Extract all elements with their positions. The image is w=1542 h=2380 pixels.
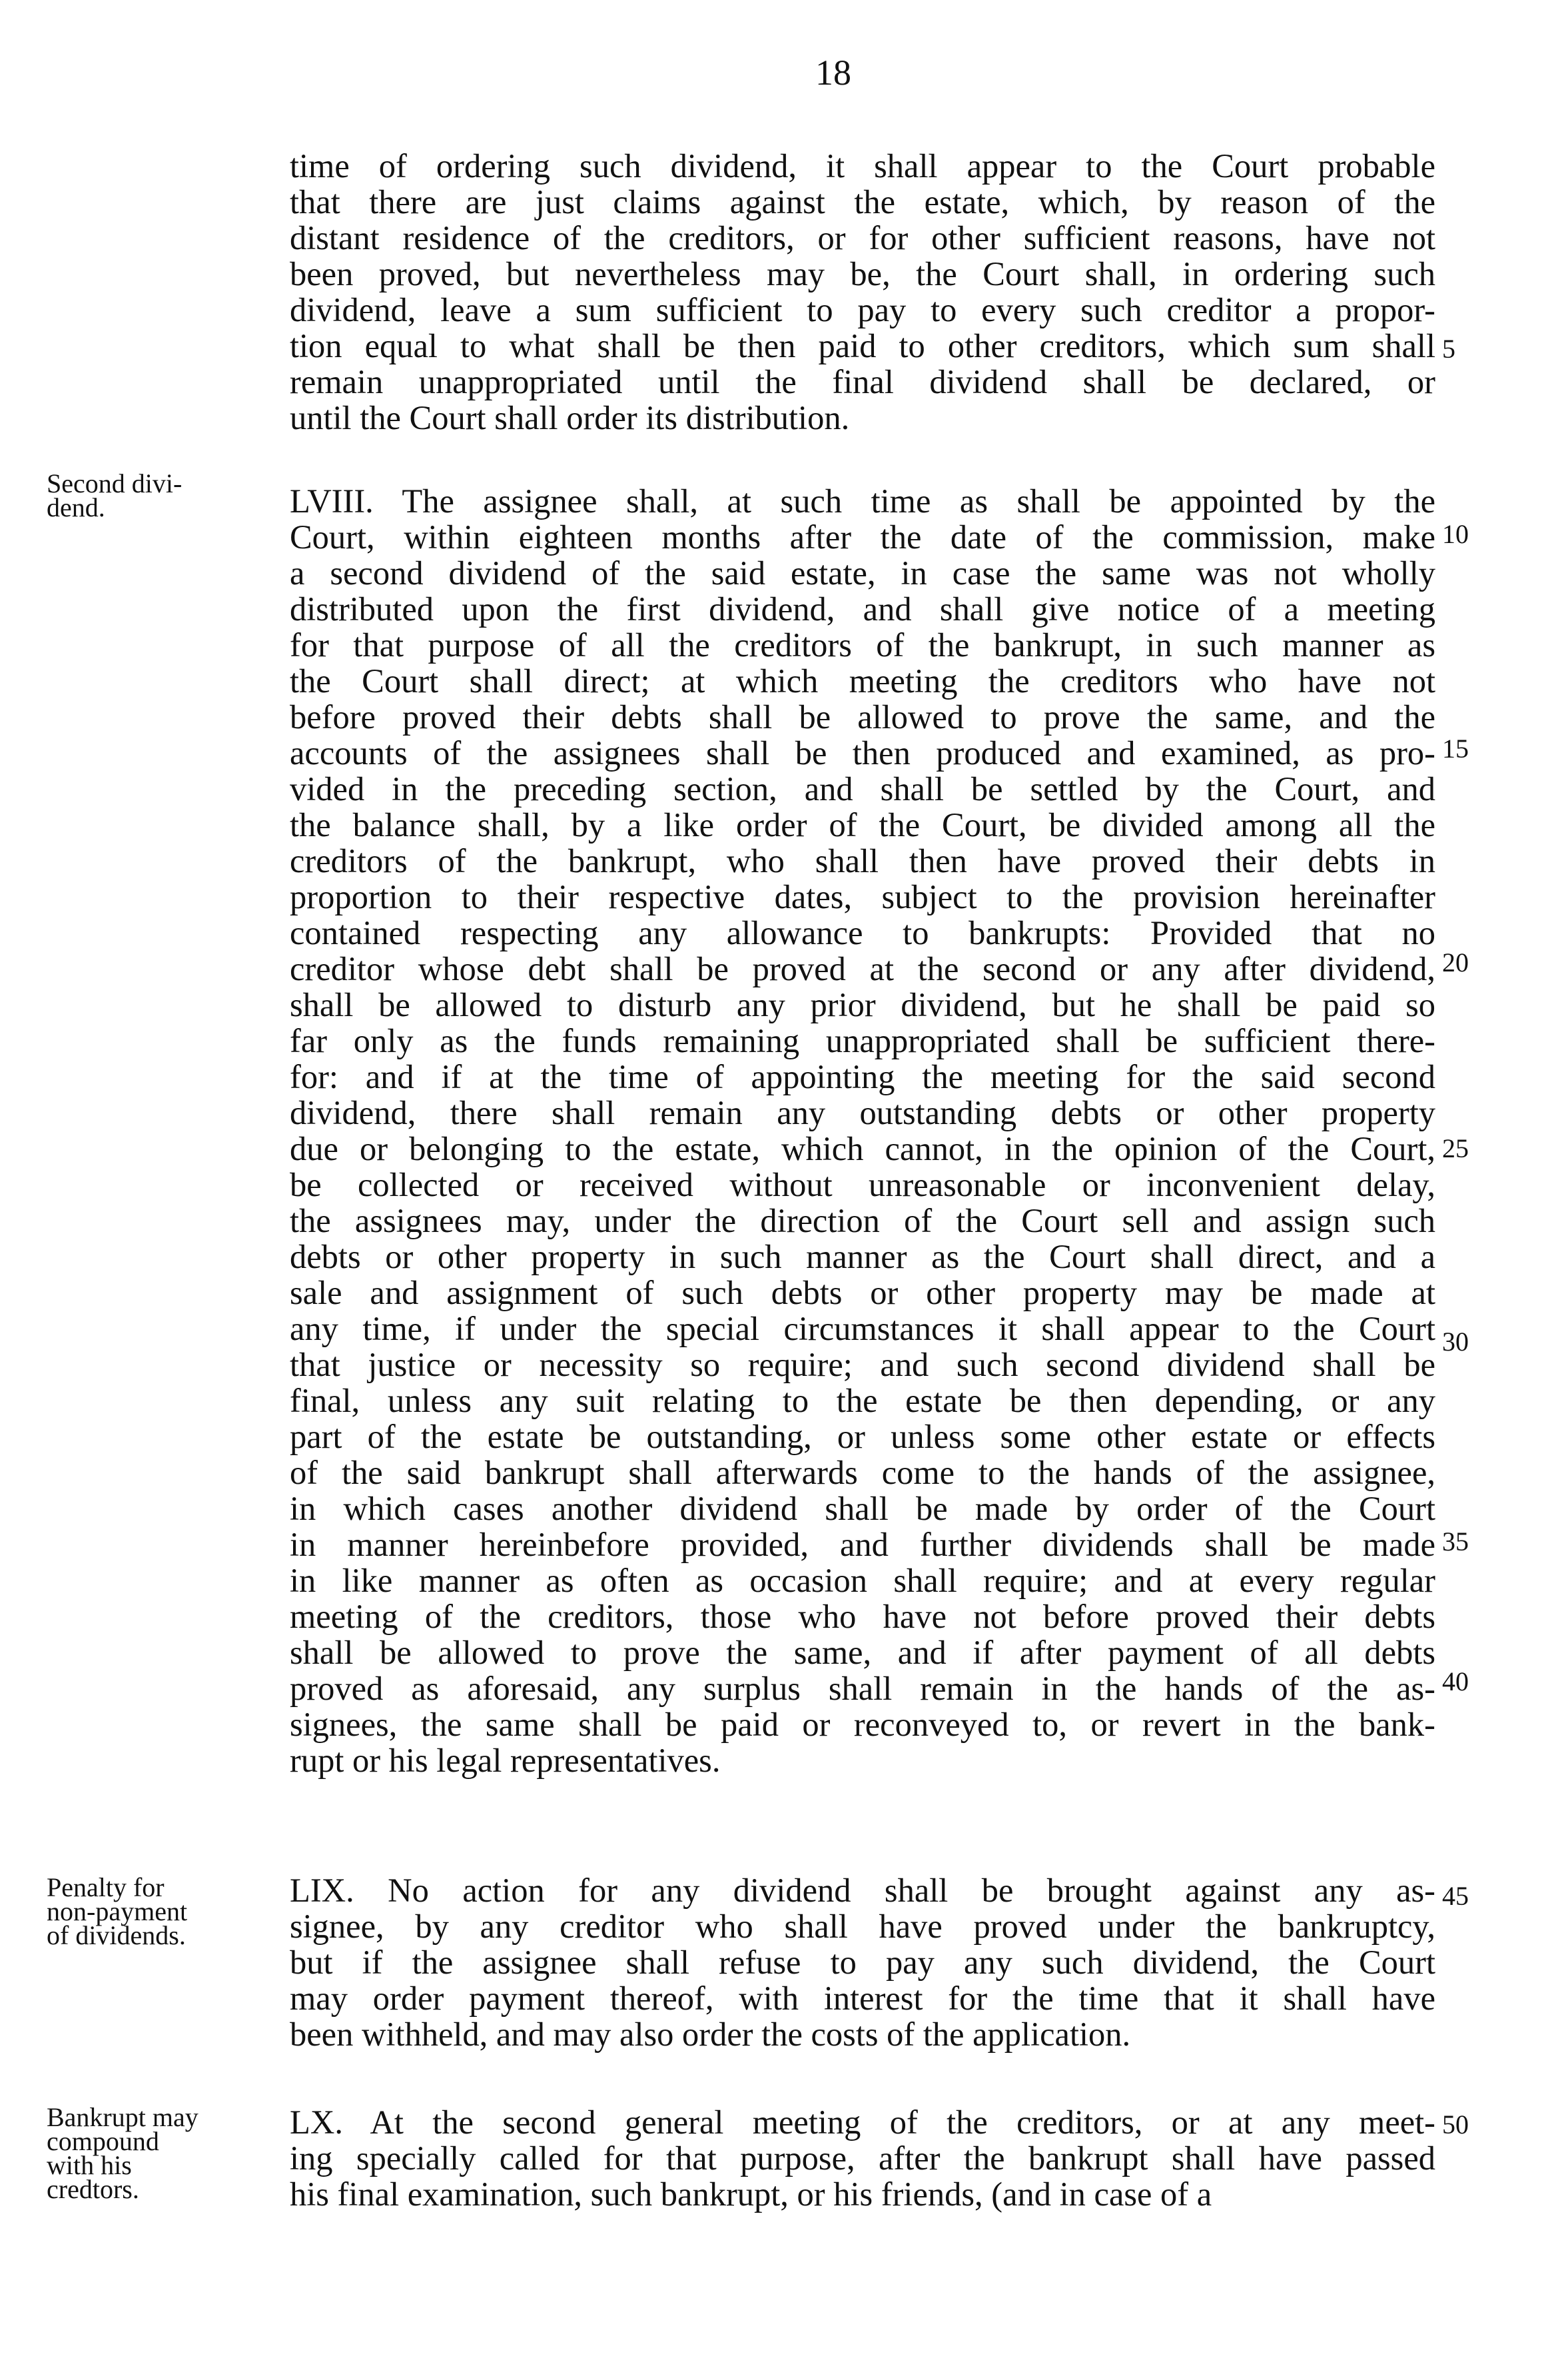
text-line: LVIII. The assignee shall, at such time as shall be appointed by the: [290, 482, 1435, 520]
text-line: been withheld, and may also order the costs of the application.: [290, 2016, 1131, 2053]
paragraph-continuation: [290, 148, 1435, 436]
margin-note-penalty: [47, 1872, 286, 1950]
text-line: but if the assignee shall refuse to pay any such dividend, the Court: [290, 1944, 1435, 1981]
text-line: any time, if under the special circumstances it shall appear to the Court: [290, 1310, 1435, 1347]
text-line: accounts of the assignees shall be then produced and examined, as pro-: [290, 734, 1435, 772]
text-line: signee, by any creditor who shall have proved under the bankruptcy,: [290, 1908, 1435, 1945]
text-line: for that purpose of all the creditors of the bankrupt, in such manner as: [290, 626, 1435, 664]
text-line: distributed upon the first dividend, and shall give notice of a meeting: [290, 590, 1435, 628]
margin-note-bankrupt-compound: [47, 2102, 286, 2204]
text-line: ing specially called for that purpose, after the bankrupt shall have passed: [290, 2139, 1435, 2177]
text-line: final, unless any suit relating to the estate be then depending, or any: [290, 1382, 1435, 1419]
text-line: meeting of the creditors, those who have not before proved their debts: [290, 1598, 1435, 1635]
margin-note-line: Penalty for: [47, 1872, 165, 1902]
text-line: that justice or necessity so require; and such second dividend shall be: [290, 1346, 1435, 1383]
text-line: in manner hereinbefore provided, and further dividends shall be made: [290, 1526, 1435, 1563]
line-number-35: 35: [1442, 1526, 1469, 1556]
margin-note-line: credtors.: [47, 2174, 139, 2204]
section-lviii: [290, 483, 1435, 1778]
text-line: proved as aforesaid, any surplus shall remain in the hands of the as-: [290, 1670, 1435, 1707]
text-line: dividend, there shall remain any outstanding debts or other property: [290, 1094, 1435, 1131]
margin-note-line: with his: [47, 2150, 132, 2180]
text-line: debts or other property in such manner as the Court shall direct, and a: [290, 1238, 1435, 1275]
text-line: due or belonging to the estate, which cannot, in the opinion of the Court,: [290, 1130, 1435, 1167]
text-line: shall be allowed to disturb any prior dividend, but he shall be paid so: [290, 986, 1435, 1023]
text-line: time of ordering such dividend, it shall appear to the Court probable: [290, 147, 1435, 185]
text-line: Court, within eighteen months after the date of the commission, make: [290, 518, 1435, 556]
margin-note-line: Bankrupt may: [47, 2102, 198, 2132]
line-number-30: 30: [1442, 1327, 1469, 1357]
section-lix: [290, 1872, 1435, 2052]
text-line: a second dividend of the said estate, in case the same was not wholly: [290, 554, 1435, 592]
text-line: that there are just claims against the estate, which, by reason of the: [290, 183, 1435, 221]
text-line: been proved, but nevertheless may be, the Court shall, in ordering such: [290, 255, 1435, 293]
line-number-25: 25: [1442, 1133, 1469, 1163]
line-number-45: 45: [1442, 1881, 1469, 1911]
text-line: vided in the preceding section, and shall be settled by the Court, and: [290, 770, 1435, 808]
margin-note-line: compound: [47, 2126, 159, 2156]
text-line: in like manner as often as occasion shall require; and at every regular: [290, 1562, 1435, 1599]
text-line: tion equal to what shall be then paid to other creditors, which sum shall: [290, 327, 1435, 364]
section-lx: [290, 2104, 1435, 2212]
line-number-40: 40: [1442, 1666, 1469, 1696]
line-number-50: 50: [1442, 2109, 1469, 2139]
text-line: part of the estate be outstanding, or unless some other estate or effects: [290, 1418, 1435, 1455]
text-line: proportion to their respective dates, subject to the provision hereinafter: [290, 878, 1435, 915]
text-line: shall be allowed to prove the same, and if after payment of all debts: [290, 1634, 1435, 1671]
text-line: creditor whose debt shall be proved at the second or any after dividend,: [290, 950, 1435, 987]
text-line: in which cases another dividend shall be made by order of the Court: [290, 1490, 1435, 1527]
text-line: LIX. No action for any dividend shall be brought against any as-: [290, 1872, 1435, 1909]
text-line: be collected or received without unreasonable or inconvenient delay,: [290, 1166, 1435, 1203]
text-line: the Court shall direct; at which meeting the creditors who have not: [290, 662, 1435, 700]
text-line: the balance shall, by a like order of the Court, be divided among all the: [290, 806, 1435, 844]
text-line: sale and assignment of such debts or other property may be made at: [290, 1274, 1435, 1311]
text-line: contained respecting any allowance to bankrupts: Provided that no: [290, 914, 1435, 951]
line-number-20: 20: [1442, 947, 1469, 977]
margin-note-line: of dividends.: [47, 1920, 186, 1950]
text-line: remain unappropriated until the final dividend shall be declared, or: [290, 363, 1435, 400]
text-line: of the said bankrupt shall afterwards come to the hands of the assignee,: [290, 1454, 1435, 1491]
text-line: for: and if at the time of appointing the meeting for the said second: [290, 1058, 1435, 1095]
text-line: until the Court shall order its distribution.: [290, 399, 850, 436]
text-line: rupt or his legal representatives.: [290, 1742, 721, 1779]
text-line: distant residence of the creditors, or for other sufficient reasons, have not: [290, 219, 1435, 257]
margin-note-line: dend.: [47, 492, 105, 522]
text-line: his final examination, such bankrupt, or his friends, (and in case of a: [290, 2175, 1212, 2213]
page-number: 18: [815, 53, 851, 93]
text-line: dividend, leave a sum sufficient to pay to every such creditor a propor-: [290, 291, 1435, 328]
margin-note-line: non-payment: [47, 1896, 188, 1926]
text-line: LX. At the second general meeting of the creditors, or at any meet-: [290, 2103, 1435, 2141]
text-line: creditors of the bankrupt, who shall then have proved their debts in: [290, 842, 1435, 880]
text-line: may order payment thereof, with interest for the time that it shall have: [290, 1980, 1435, 2017]
text-line: the assignees may, under the direction of the Court sell and assign such: [290, 1202, 1435, 1239]
margin-note-line: Second divi-: [47, 468, 183, 498]
line-number-15: 15: [1442, 734, 1469, 764]
text-line: before proved their debts shall be allowed to prove the same, and the: [290, 698, 1435, 736]
text-line: signees, the same shall be paid or reconveyed to, or revert in the bank-: [290, 1706, 1435, 1743]
line-number-10: 10: [1442, 519, 1469, 549]
line-number-5: 5: [1442, 334, 1455, 364]
text-line: far only as the funds remaining unappropriated shall be sufficient there-: [290, 1022, 1435, 1059]
margin-note-second-dividend: [47, 468, 286, 522]
